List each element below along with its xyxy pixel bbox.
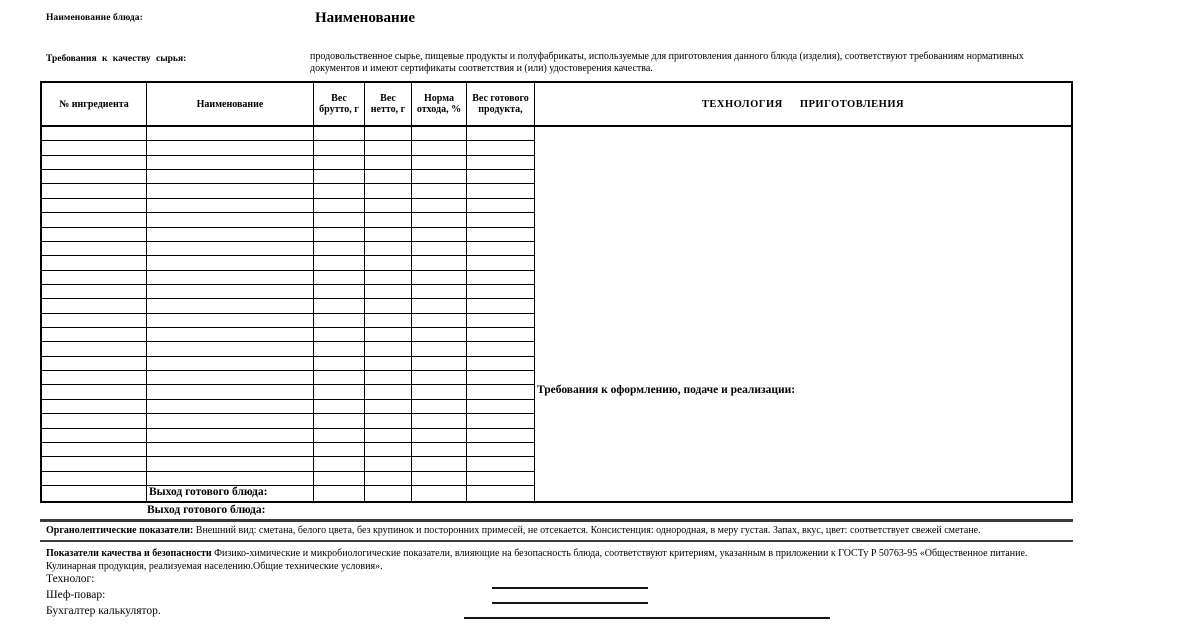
table-cell (314, 314, 365, 328)
table-cell (147, 256, 314, 270)
table-cell (314, 371, 365, 385)
table-cell (467, 385, 535, 399)
quality-safety-label: Показатели качества и безопасности (46, 548, 212, 559)
table-cell (147, 443, 314, 457)
table-cell (467, 443, 535, 457)
table-cell (314, 228, 365, 242)
organoleptic-label: Органолептические показатели: (46, 525, 194, 536)
table-cell (42, 285, 147, 299)
table-cell (42, 357, 147, 371)
technology-header-cell: ТЕХНОЛОГИЯ ПРИГОТОВЛЕНИЯ (535, 83, 1071, 127)
table-cell (412, 170, 467, 184)
table-cell (42, 199, 147, 213)
table-cell (412, 429, 467, 443)
table-cell (412, 156, 467, 170)
table-cell (314, 156, 365, 170)
table-cell (147, 271, 314, 285)
table-cell (412, 414, 467, 428)
table-cell (314, 414, 365, 428)
table-cell (467, 342, 535, 356)
table-cell (147, 299, 314, 313)
technology-body-cell (535, 127, 1071, 501)
table-cell (365, 328, 412, 342)
quality-safety-block (46, 547, 1070, 573)
signature-label-accountant: Бухгалтер калькулятор. (46, 605, 161, 617)
table-cell (42, 228, 147, 242)
table-cell (365, 256, 412, 270)
signature-line-technologist (492, 587, 648, 589)
table-cell (314, 472, 365, 486)
table-cell (467, 314, 535, 328)
table-cell (365, 156, 412, 170)
table-cell (147, 156, 314, 170)
table-cell (412, 242, 467, 256)
table-cell (365, 371, 412, 385)
table-cell (412, 299, 467, 313)
table-cell (147, 472, 314, 486)
table-cell (314, 400, 365, 414)
table-cell (412, 342, 467, 356)
table-cell (365, 141, 412, 155)
table-cell (42, 486, 147, 501)
table-cell (314, 242, 365, 256)
table-cell (412, 357, 467, 371)
table-cell (42, 457, 147, 471)
table-header-cell: Наименование (147, 83, 314, 127)
raw-quality-label: Требования к качеству сырья: (46, 54, 187, 64)
table-cell (412, 141, 467, 155)
table-cell (314, 271, 365, 285)
ingredients-table (40, 81, 1073, 503)
table-cell (42, 328, 147, 342)
table-cell (42, 385, 147, 399)
table-cell (365, 414, 412, 428)
table-cell (147, 285, 314, 299)
dish-name-label: Наименование блюда: (46, 13, 143, 23)
table-cell (467, 414, 535, 428)
table-cell (147, 400, 314, 414)
table-cell (412, 328, 467, 342)
table-cell (147, 141, 314, 155)
table-cell (147, 457, 314, 471)
table-cell (147, 385, 314, 399)
table-cell (412, 314, 467, 328)
table-cell (365, 486, 412, 501)
table-cell (365, 385, 412, 399)
table-cell (314, 170, 365, 184)
table-cell (314, 342, 365, 356)
serving-requirements-label: Требования к оформлению, подаче и реализации: (537, 384, 796, 396)
table-cell (42, 141, 147, 155)
yield-row-label-cell: Выход готового блюда: (147, 486, 314, 501)
table-cell (147, 184, 314, 198)
table-cell (147, 199, 314, 213)
table-cell (365, 184, 412, 198)
table-cell (467, 299, 535, 313)
table-cell (365, 400, 412, 414)
table-cell (42, 472, 147, 486)
table-cell (467, 127, 535, 141)
table-cell (314, 141, 365, 155)
table-cell (412, 285, 467, 299)
organoleptic-text: Внешний вид: сметана, белого цвета, без крупинок и посторонних примесей, не отсекается. Консистенция: однородная, в меру густая. Запах, вкус, цвет: соответствует свежей сметане. (195, 525, 981, 536)
table-cell (467, 199, 535, 213)
table-cell (412, 443, 467, 457)
table-cell (467, 242, 535, 256)
table-cell (412, 213, 467, 227)
table-cell (42, 342, 147, 356)
table-cell (365, 127, 412, 141)
table-cell (365, 228, 412, 242)
table-cell (467, 213, 535, 227)
table-cell (467, 328, 535, 342)
table-cell (467, 285, 535, 299)
table-cell (42, 127, 147, 141)
table-cell (365, 472, 412, 486)
table-cell (147, 314, 314, 328)
table-cell (412, 486, 467, 501)
table-cell (412, 228, 467, 242)
table-header-cell: Вес готового продукта, (467, 83, 535, 127)
table-cell (314, 357, 365, 371)
table-cell (412, 199, 467, 213)
table-cell (467, 228, 535, 242)
table-cell (42, 299, 147, 313)
table-cell (365, 170, 412, 184)
table-header-cell: Вес брутто, г (314, 83, 365, 127)
organoleptic-line (46, 525, 1076, 536)
table-cell (314, 429, 365, 443)
table-cell (365, 299, 412, 313)
table-cell (42, 213, 147, 227)
signature-line-accountant (464, 617, 830, 619)
table-cell (147, 170, 314, 184)
table-cell (314, 256, 365, 270)
table-cell (467, 156, 535, 170)
quality-safety-text: Физико-химические и микробиологические показатели, влияющие на безопасность блюда, соответствуют критериям, указанным в приложении к ГОСТу Р 50763-95 «Общественное питание. Кулинарная продукция, реализуемая населению.Общие технические условия». (46, 548, 1028, 572)
table-cell (42, 256, 147, 270)
table-cell (412, 184, 467, 198)
table-cell (42, 242, 147, 256)
table-cell (314, 299, 365, 313)
table-cell (467, 357, 535, 371)
table-cell (42, 271, 147, 285)
table-cell (467, 486, 535, 501)
table-cell (365, 285, 412, 299)
table-cell (412, 385, 467, 399)
table-cell (467, 472, 535, 486)
table-cell (147, 414, 314, 428)
table-cell (147, 127, 314, 141)
table-cell (412, 457, 467, 471)
table-cell (467, 170, 535, 184)
table-cell (314, 184, 365, 198)
table-cell (467, 141, 535, 155)
table-cell (467, 256, 535, 270)
table-cell (412, 271, 467, 285)
table-cell (365, 271, 412, 285)
table-cell (147, 213, 314, 227)
table-header-cell: Норма отхода, % (412, 83, 467, 127)
table-cell (365, 213, 412, 227)
table-cell (314, 285, 365, 299)
table-cell (412, 400, 467, 414)
table-cell (314, 127, 365, 141)
table-cell (42, 170, 147, 184)
table-cell (147, 228, 314, 242)
table-cell (314, 385, 365, 399)
table-cell (467, 271, 535, 285)
yield-label-below-table: Выход готового блюда: (147, 504, 266, 516)
table-cell (314, 328, 365, 342)
table-cell (365, 242, 412, 256)
table-cell (42, 156, 147, 170)
table-cell (42, 443, 147, 457)
table-cell (412, 472, 467, 486)
table-cell (42, 400, 147, 414)
table-cell (467, 184, 535, 198)
table-cell (365, 429, 412, 443)
table-cell (314, 443, 365, 457)
table-cell (147, 371, 314, 385)
horizontal-rule (40, 519, 1073, 522)
table-cell (314, 199, 365, 213)
table-cell (467, 400, 535, 414)
table-cell (42, 414, 147, 428)
raw-quality-text: продовольственное сырье, пищевые продукты и полуфабрикаты, используемые для приготовления данного блюда (изделия), соответствуют требованиям нормативных документов и имеют сертификаты соответствия и (или) удостоверения качества. (310, 51, 1024, 74)
table-header-cell: Вес нетто, г (365, 83, 412, 127)
page-title: Наименование (315, 10, 415, 26)
horizontal-rule (40, 540, 1073, 542)
table-cell (365, 314, 412, 328)
table-cell (147, 357, 314, 371)
table-cell (147, 242, 314, 256)
table-cell (314, 457, 365, 471)
table-cell (42, 314, 147, 328)
table-cell (412, 127, 467, 141)
signature-label-technologist: Технолог: (46, 573, 95, 585)
table-cell (365, 443, 412, 457)
signature-line-chef (492, 602, 648, 604)
table-cell (42, 371, 147, 385)
table-cell (147, 342, 314, 356)
table-cell (314, 213, 365, 227)
table-cell (42, 429, 147, 443)
table-cell (365, 457, 412, 471)
signature-label-chef: Шеф-повар: (46, 589, 106, 601)
table-cell (467, 429, 535, 443)
table-cell (467, 371, 535, 385)
table-header-cell: № ингредиента (42, 83, 147, 127)
table-cell (365, 357, 412, 371)
table-cell (42, 184, 147, 198)
table-cell (365, 199, 412, 213)
table-cell (412, 256, 467, 270)
table-cell (412, 371, 467, 385)
table-cell (314, 486, 365, 501)
table-cell (365, 342, 412, 356)
table-cell (147, 429, 314, 443)
table-cell (147, 328, 314, 342)
table-cell (467, 457, 535, 471)
